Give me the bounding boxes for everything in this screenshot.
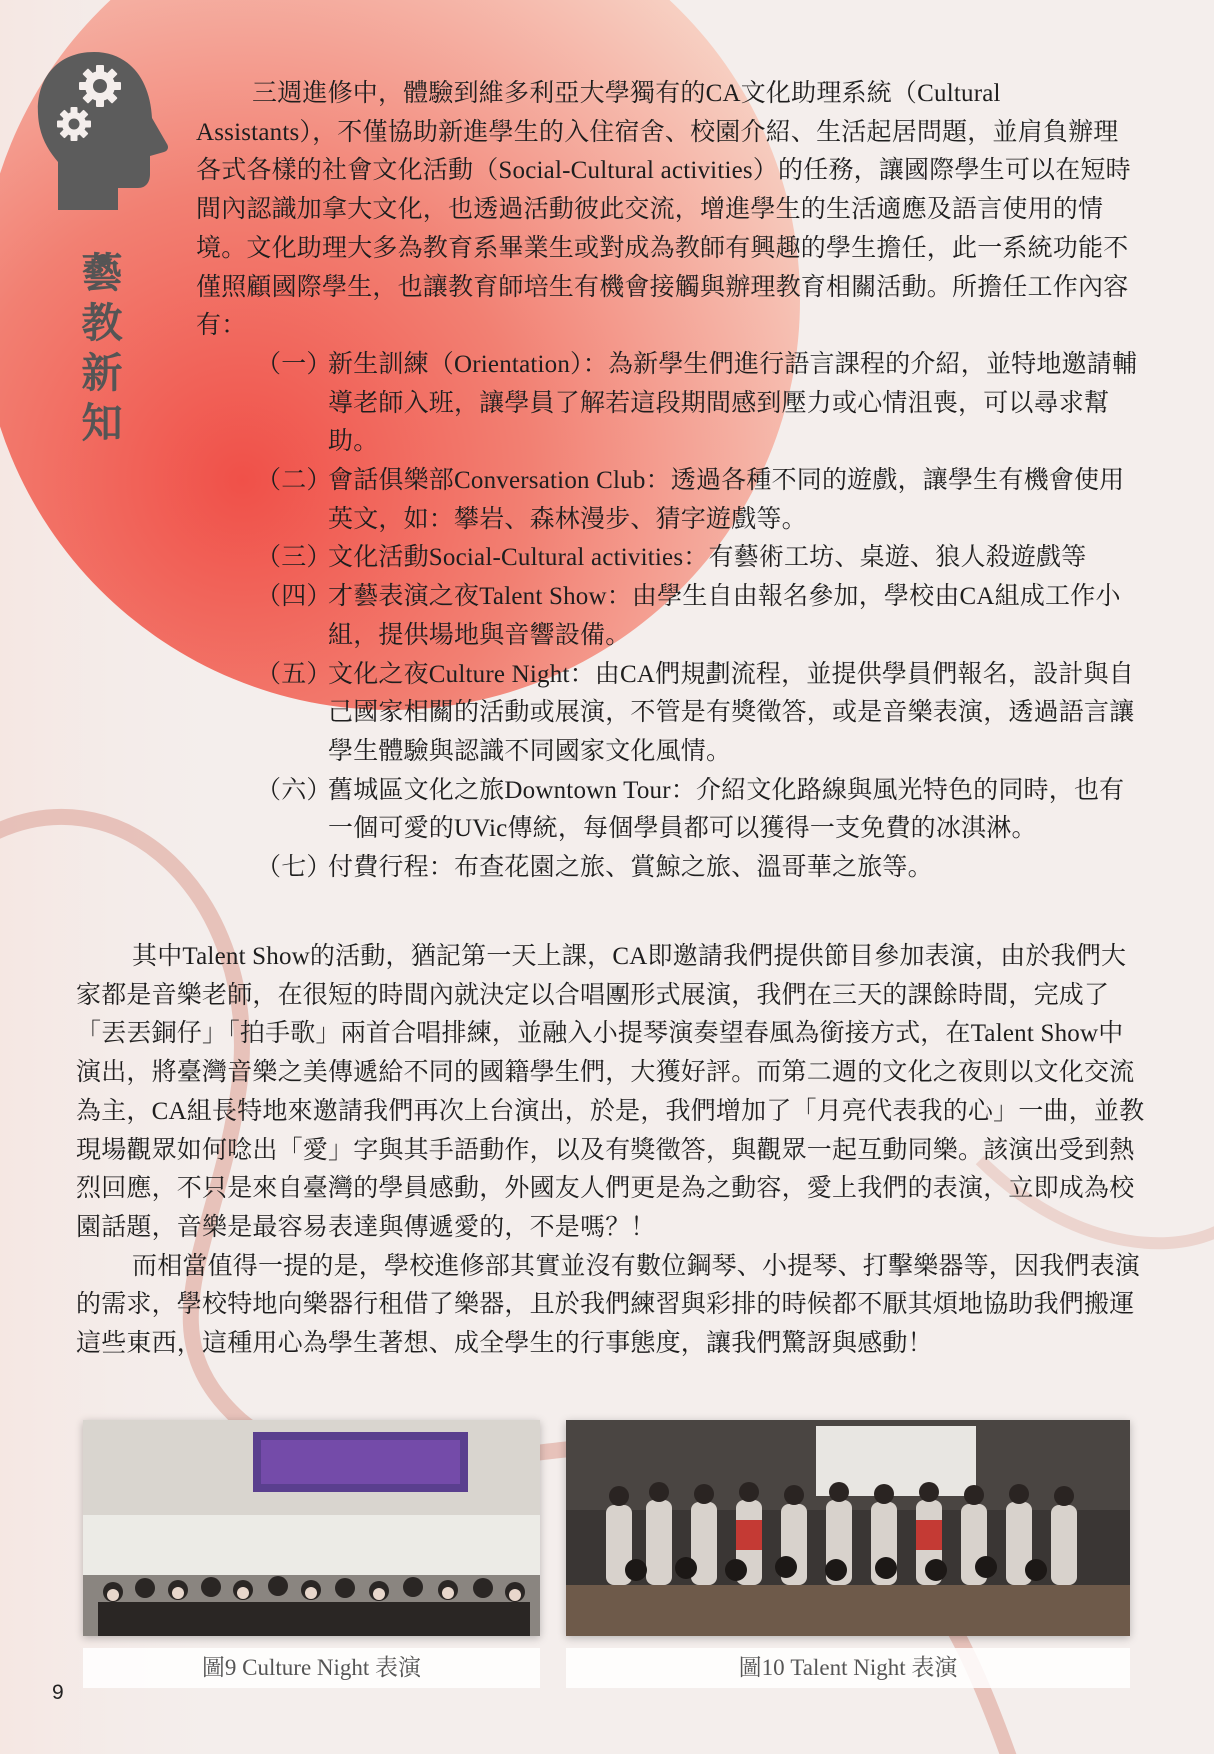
list-item-mark: （七） xyxy=(256,854,332,882)
list-item-mark: （三） xyxy=(256,544,332,572)
head-gears-icon xyxy=(34,48,170,212)
page-number: 9 xyxy=(52,1681,64,1704)
list-item-text: 付費行程：布查花園之旅、賞鯨之旅、溫哥華之旅等。 xyxy=(328,854,933,882)
list-item-mark: （一） xyxy=(256,350,332,378)
upper-text-block xyxy=(196,75,1141,888)
list-item xyxy=(256,462,1141,539)
culture-night-image xyxy=(83,1420,540,1636)
talent-night-image xyxy=(566,1420,1130,1636)
list-item xyxy=(256,346,1141,462)
paragraph-intro: 三週進修中，體驗到維多利亞大學獨有的CA文化助理系統（Cultural Assistants），不僅協助新進學生的入住宿舍、校園介紹、生活起居問題，並肩負辦理各式各樣的社會文化活動（Social-Cultural activities）的任務，讓國際學生可以在短時間內認識加拿大文化，也透過活動彼此交流，增進學生的生活適應及語言使用的情境。文化助理大多為教育系畢業生或對成為教師有興趣的學生擔任，此一系統功能不僅照顧國際學生，也讓教育師培生有機會接觸與辦理教育相關活動。所擔任工作內容有： xyxy=(196,80,1131,340)
list-item xyxy=(256,772,1141,849)
list-item-text: 文化之夜Culture Night：由CA們規劃流程，並提供學員們報名，設計與自己國家相關的活動或展演，不管是有獎徵答，或是音樂表演，透過語言讓學生體驗與認識不同國家文化風情。 xyxy=(328,660,1135,765)
list-item-text: 新生訓練（Orientation）：為新學生們進行語言課程的介紹，並特地邀請輔導老師入班，讓學員了解若這段期間感到壓力或心情沮喪，可以尋求幫助。 xyxy=(328,350,1138,456)
section-title: 藝 教 新 知 xyxy=(81,249,123,447)
paragraph-talent-show: 其中Talent Show的活動，猶記第一天上課，CA即邀請我們提供節目參加表演，由於我們大家都是音樂老師，在很短的時間內就決定以合唱團形式展演，我們在三天的課餘時間，完成了「丟丟銅仔」「拍手歌」兩首合唱排練，並融入小提琴演奏望春風為銜接方式，在Talent Show中演出，將臺灣音樂之美傳遞給不同的國籍學生們，大獲好評。而第二週的文化之夜則以文化交流為主，CA組長特地來邀請我們再次上台演出，於是，我們增加了「月亮代表我的心」一曲，並教現場觀眾如何唸出「愛」字與其手語動作，以及有獎徵答，與觀眾一起互動同樂。該演出受到熱烈回應，不只是來自臺灣的學員感動，外國友人們更是為之動容，愛上我們的表演，立即成為校園話題，音樂是最容易表達與傳遞愛的，不是嗎？！ xyxy=(76,943,1145,1241)
list-item-mark: （四） xyxy=(256,583,332,611)
photo-talent-night xyxy=(566,1420,1130,1636)
photo-caption: 圖9 Culture Night 表演 xyxy=(83,1648,540,1688)
lower-text-block xyxy=(76,938,1146,1364)
list-item-text: 才藝表演之夜Talent Show：由學生自由報名參加，學校由CA組成工作小組，提供場地與音響設備。 xyxy=(328,583,1121,649)
list-item-text: 文化活動Social-Cultural activities：有藝術工坊、桌遊、狼人殺遊戲等 xyxy=(328,544,1087,572)
list-item-mark: （二） xyxy=(256,467,332,495)
list-item-mark: （六） xyxy=(256,776,332,804)
list-item xyxy=(256,656,1141,772)
activity-list xyxy=(256,346,1141,888)
list-item-mark: （五） xyxy=(256,660,332,688)
photo-culture-night xyxy=(83,1420,540,1636)
list-item-text: 舊城區文化之旅Downtown Tour：介紹文化路線與風光特色的同時，也有一個可愛的UVic傳統，每個學員都可以獲得一支免費的冰淇淋。 xyxy=(328,776,1125,843)
list-item xyxy=(256,539,1141,578)
list-item-text: 會話俱樂部Conversation Club：透過各種不同的遊戲，讓學生有機會使用英文，如：攀岩、森林漫步、猜字遊戲等。 xyxy=(328,467,1125,533)
photo-caption: 圖10 Talent Night 表演 xyxy=(566,1648,1130,1688)
paragraph-instruments: 而相當值得一提的是，學校進修部其實並沒有數位鋼琴、小提琴、打擊樂器等，因我們表演的需求，學校特地向樂器行租借了樂器，且於我們練習與彩排的時候都不厭其煩地協助我們搬運這些東西，這種用心為學生著想、成全學生的行事態度，讓我們驚訝與感動！ xyxy=(76,1252,1141,1358)
list-item xyxy=(256,578,1141,655)
list-item xyxy=(256,849,1141,888)
